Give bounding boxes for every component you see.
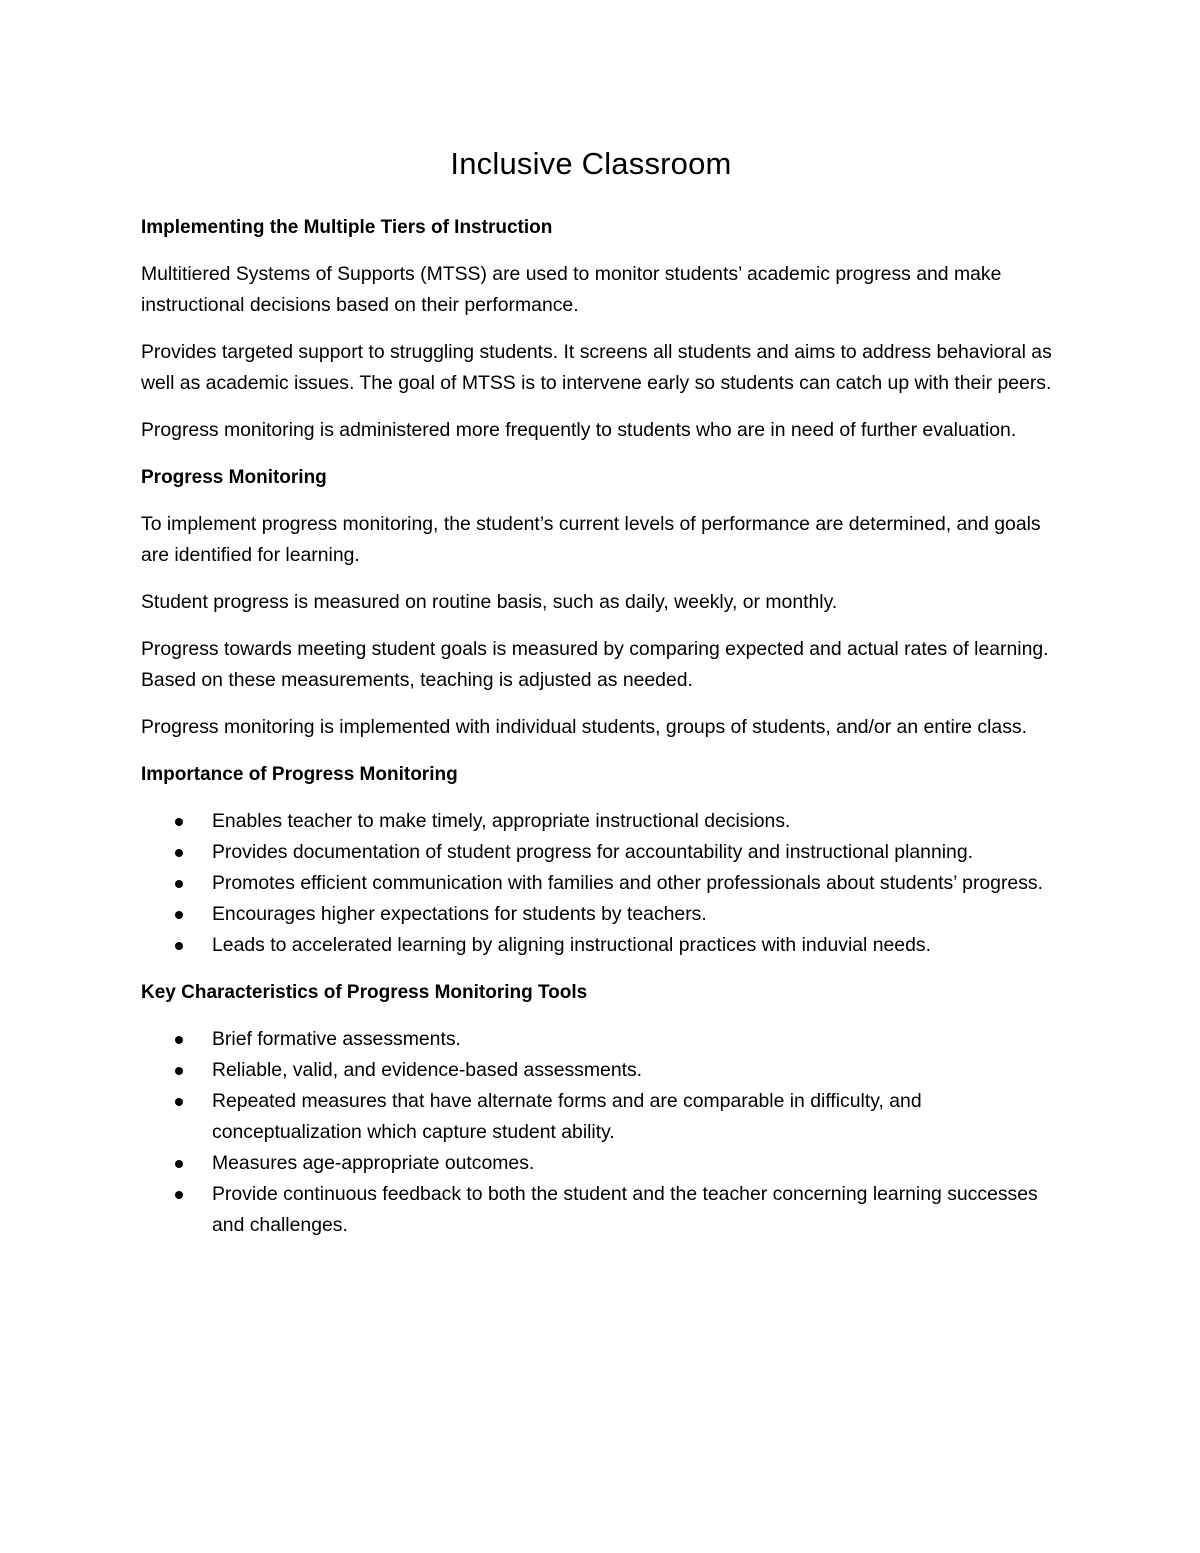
list-item-text: Repeated measures that have alternate forms and are comparable in difficulty, and conceptualization which capture student ability.: [212, 1090, 922, 1143]
list-item: [141, 899, 1061, 930]
section-key-characteristics: [141, 977, 1061, 1241]
list-item-text: Reliable, valid, and evidence-based assessments.: [212, 1059, 643, 1081]
list-item: [141, 1179, 1061, 1241]
paragraph: Progress monitoring is implemented with individual students, groups of students, and/or an entire class.: [141, 716, 1027, 738]
bullet-icon: [175, 818, 183, 826]
paragraph: To implement progress monitoring, the student’s current levels of performance are determined, and goals are identified for learning.: [141, 513, 1041, 566]
bullet-icon: [175, 880, 183, 888]
section-heading: Implementing the Multiple Tiers of Instruction: [141, 217, 553, 238]
bullet-icon: [175, 1191, 183, 1199]
section-implementing-tiers: [141, 212, 1061, 446]
section-heading: Importance of Progress Monitoring: [141, 764, 458, 785]
document-title: Inclusive Classroom: [450, 146, 732, 181]
paragraph: Student progress is measured on routine basis, such as daily, weekly, or monthly.: [141, 591, 838, 613]
list-item-text: Provides documentation of student progress for accountability and instructional planning.: [212, 841, 973, 863]
section-heading: Progress Monitoring: [141, 467, 327, 488]
bullet-list: [141, 806, 1061, 961]
bullet-icon: [175, 1067, 183, 1075]
section-progress-monitoring: [141, 462, 1061, 743]
list-item: [141, 1024, 1061, 1055]
bullet-list: [141, 1024, 1061, 1241]
bullet-icon: [175, 1098, 183, 1106]
paragraph: Progress towards meeting student goals is measured by comparing expected and actual rates of learning. Based on these measurements, teaching is adjusted as needed.: [141, 638, 1049, 691]
list-item-text: Promotes efficient communication with families and other professionals about students’ progress.: [212, 872, 1043, 894]
bullet-icon: [175, 849, 183, 857]
list-item: [141, 930, 1061, 961]
paragraph: Progress monitoring is administered more frequently to students who are in need of further evaluation.: [141, 419, 1017, 441]
section-heading: Key Characteristics of Progress Monitoring Tools: [141, 982, 588, 1003]
list-item: [141, 1086, 1061, 1148]
list-item: [141, 806, 1061, 837]
document-page: [141, 142, 1061, 1257]
bullet-icon: [175, 942, 183, 950]
list-item-text: Encourages higher expectations for students by teachers.: [212, 903, 707, 925]
list-item: [141, 837, 1061, 868]
list-item: [141, 1148, 1061, 1179]
list-item-text: Measures age-appropriate outcomes.: [212, 1152, 535, 1174]
list-item: [141, 1055, 1061, 1086]
list-item: [141, 868, 1061, 899]
paragraph: Multitiered Systems of Supports (MTSS) are used to monitor students’ academic progress and make instructional decisions based on their performance.: [141, 263, 1002, 316]
bullet-icon: [175, 1160, 183, 1168]
list-item-text: Enables teacher to make timely, appropriate instructional decisions.: [212, 810, 791, 832]
bullet-icon: [175, 1036, 183, 1044]
list-item-text: Leads to accelerated learning by aligning instructional practices with induvial needs.: [212, 934, 931, 956]
list-item-text: Brief formative assessments.: [212, 1028, 461, 1050]
bullet-icon: [175, 911, 183, 919]
section-importance: [141, 759, 1061, 961]
paragraph: Provides targeted support to struggling students. It screens all students and aims to address behavioral as well as academic issues. The goal of MTSS is to intervene early so students can catch up with their peers.: [141, 341, 1052, 394]
list-item-text: Provide continuous feedback to both the student and the teacher concerning learning successes and challenges.: [212, 1183, 1038, 1236]
